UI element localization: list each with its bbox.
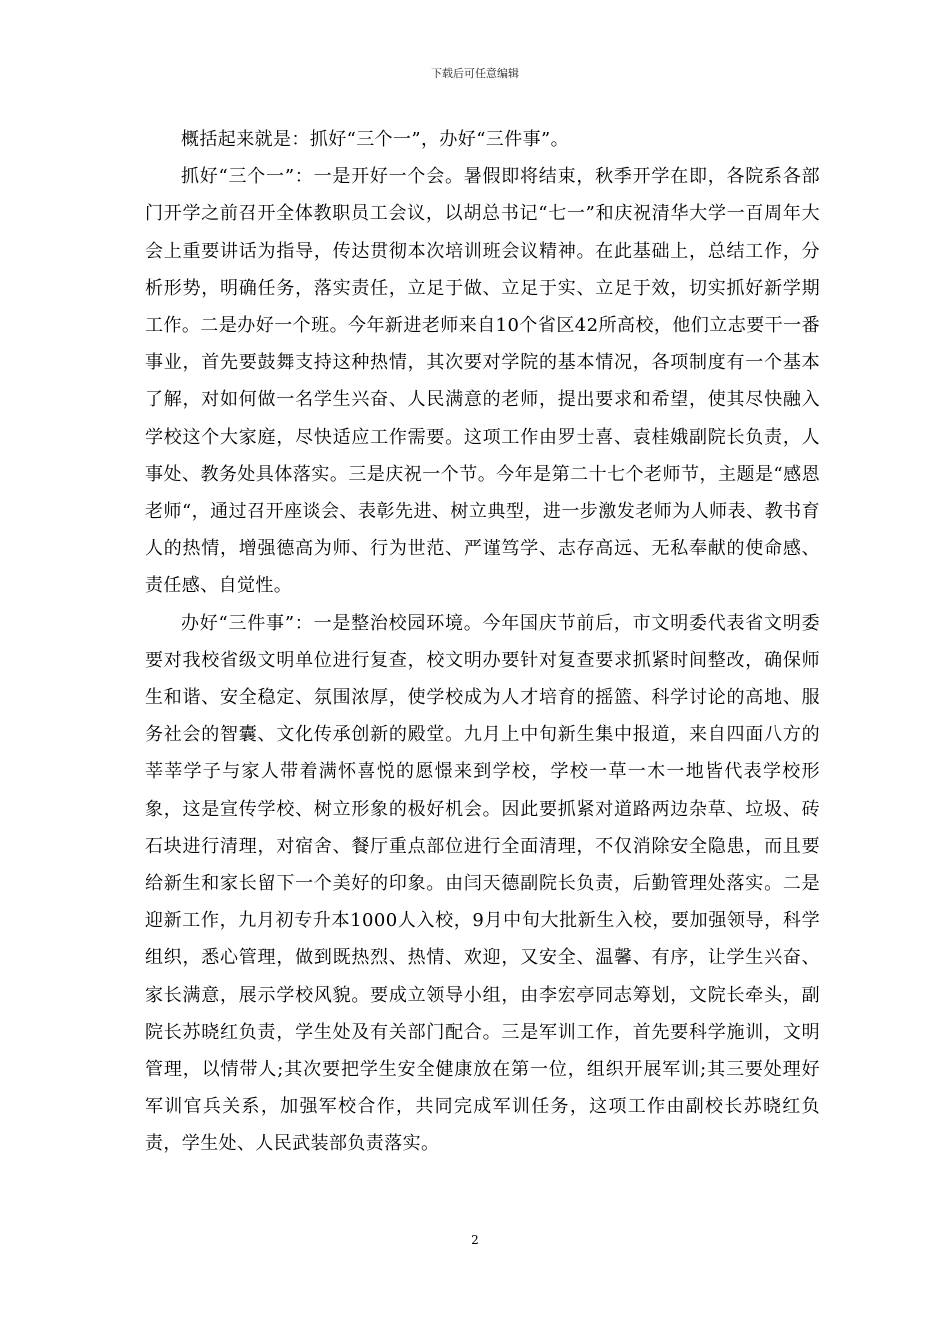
paragraph-three-ones: 抓好“三个一”：一是开好一个会。暑假即将结束，秋季开学在即，各院系各部门开学之前召开全体教职员工会议，以胡总书记“七一”和庆祝清华大学一百周年大会上重要讲话为指导，传达贯彻本次培训班会议精神。在此基础上，总结工作，分析形势，明确任务，落实责任，立足于做、立足于实、立足于效，切实抓好新学期工作。二是办好一个班。今年新进老师来自10个省区42所高校，他们立志要干一番事业，首先要鼓舞支持这种热情，其次要对学院的基本情况，各项制度有一个基本了解，对如何做一名学生兴奋、人民满意的老师，提出要求和希望，使其尽快融入学校这个大家庭，尽快适应工作需要。这项工作由罗士喜、袁桂娥副院长负责，人事处、教务处具体落实。三是庆祝一个节。今年是第二十七个老师节，主题是“感恩老师“，通过召开座谈会、表彰先进、树立典型，进一步激发老师为人师表、教书育人的热情，增强德高为师、行为世范、严谨笃学、志存高远、无私奉献的使命感、责任感、自觉性。 bbox=[145, 166, 820, 597]
document-body bbox=[145, 121, 820, 1163]
paragraph-three-tasks: 办好“三件事”：一是整治校园环境。今年国庆节前后，市文明委代表省文明委要对我校省级文明单位进行复查，校文明办要针对复查要求抓紧时间整改，确保师生和谐、安全稳定、氛围浓厚，使学校成为人才培育的摇篮、科学讨论的高地、服务社会的智囊、文化传承创新的殿堂。九月上中旬新生集中报道，来自四面八方的莘莘学子与家人带着满怀喜悦的愿憬来到学校，学校一草一木一地皆代表学校形象，这是宣传学校、树立形象的极好机会。因此要抓紧对道路两边杂草、垃圾、砖石块进行清理，对宿舍、餐厅重点部位进行全面清理，不仅消除安全隐患，而且要给新生和家长留下一个美好的印象。由闫天德副院长负责，后勤管理处落实。二是迎新工作，九月初专升本1000人入校，9月中旬大批新生入校，要加强领导，科学组织，悉心管理，做到既热烈、热情、欢迎，又安全、温馨、有序，让学生兴奋、家长满意，展示学校风貌。要成立领导小组，由李宏亭同志筹划，文院长牵头，副院长苏晓红负责，学生处及有关部门配合。三是军训工作，首先要科学施训，文明管理，以情带人;其次要把学生安全健康放在第一位，组织开展军训;其三要处理好军训官兵关系，加强军校合作，共同完成军训任务，这项工作由副校长苏晓红负责，学生处、人民武装部负责落实。 bbox=[145, 612, 820, 1155]
page-number: 2 bbox=[471, 1233, 479, 1247]
page-header: 下载后可任意编辑 bbox=[431, 67, 519, 80]
paragraph-summary: 概括起来就是：抓好“三个一”，办好“三件事”。 bbox=[181, 129, 570, 150]
